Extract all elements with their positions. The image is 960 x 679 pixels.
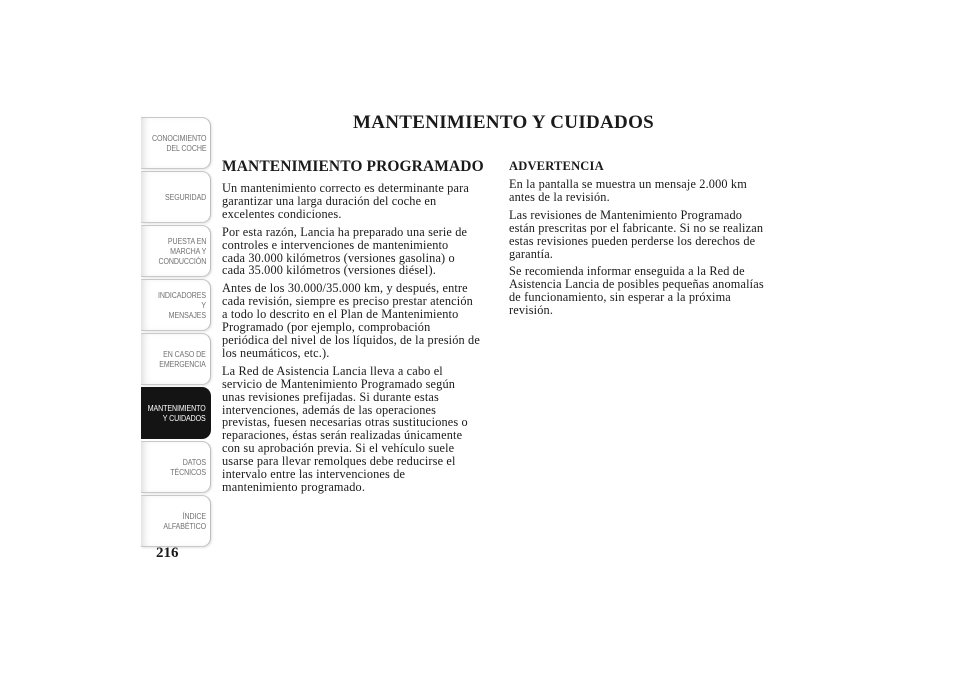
right-column [509, 158, 784, 322]
page-title: MANTENIMIENTO Y CUIDADOS [353, 112, 655, 133]
tab-label: INDICADORES Y MENSAJES [157, 290, 206, 320]
tab-label: MANTENIMIENTO Y CUIDADOS [148, 403, 206, 423]
tab-seguridad[interactable] [141, 171, 211, 223]
tab-label: SEGURIDAD [164, 192, 206, 202]
tab-en-caso-de-emergencia[interactable] [141, 333, 211, 385]
tab-indicadores-y-mensajes[interactable] [141, 279, 211, 331]
paragraph: Las revisiones de Mantenimiento Programado están prescritas por el fabricante. Si no se realizan estas revisiones pueden perderse los derechos de garantía. [509, 207, 764, 261]
paragraph: Un mantenimiento correcto es determinante para garantizar una larga duración del coche en excelentes condiciones. [222, 181, 469, 221]
tab-label: PUESTA EN MARCHA Y CONDUCCIÓN [158, 236, 206, 266]
tab-conocimiento-del-coche[interactable] [141, 117, 211, 169]
paragraph: Se recomienda informar enseguida a la Red de Asistencia Lancia de posibles pequeñas anomalías de funcionamiento, sin esperar a la próxima revisión. [509, 264, 764, 318]
paragraph: La Red de Asistencia Lancia lleva a cabo el servicio de Mantenimiento Programado según unas revisiones prefijadas. Si durante estas intervenciones, además de las operaciones previstas, fuesen necesarias otras sustituciones o reparaciones, éstas serán realizadas únicamente con su aprobación previa. Si el vehículo suele usarse para llevar remolques debe reducirse el intervalo entre las intervenciones de mantenimiento programado. [222, 363, 468, 494]
paragraph: Antes de los 30.000/35.000 km, y después, entre cada revisión, siempre es preciso prestar atención a todo lo descrito en el Plan de Mantenimiento Programado (por ejemplo, comprobación periódica del nivel de los líquidos, de la presión de los neumáticos, etc.). [222, 281, 480, 360]
tab-indice-alfabetico[interactable] [141, 495, 211, 547]
warning-heading: ADVERTENCIA [509, 159, 604, 173]
tab-label: EN CASO DE EMERGENCIA [159, 349, 206, 369]
tab-mantenimiento-y-cuidados[interactable] [141, 387, 211, 439]
tab-puesta-en-marcha[interactable] [141, 225, 211, 277]
left-column [222, 158, 494, 499]
tab-datos-tecnicos[interactable] [141, 441, 211, 493]
tab-label: CONOCIMIENTO DEL COCHE [151, 133, 206, 153]
tab-label: DATOS TÉCNICOS [170, 457, 206, 477]
tab-label: ÍNDICE ALFABÉTICO [163, 511, 206, 531]
section-heading: MANTENIMIENTO PROGRAMADO [222, 158, 484, 175]
paragraph: En la pantalla se muestra un mensaje 2.000 km antes de la revisión. [509, 177, 747, 204]
page-number: 216 [156, 545, 179, 561]
paragraph: Por esta razón, Lancia ha preparado una serie de controles e intervenciones de mantenimiento cada 30.000 kilómetros (versiones gasolina) o cada 35.000 kilómetros (versiones diésel). [222, 224, 468, 278]
